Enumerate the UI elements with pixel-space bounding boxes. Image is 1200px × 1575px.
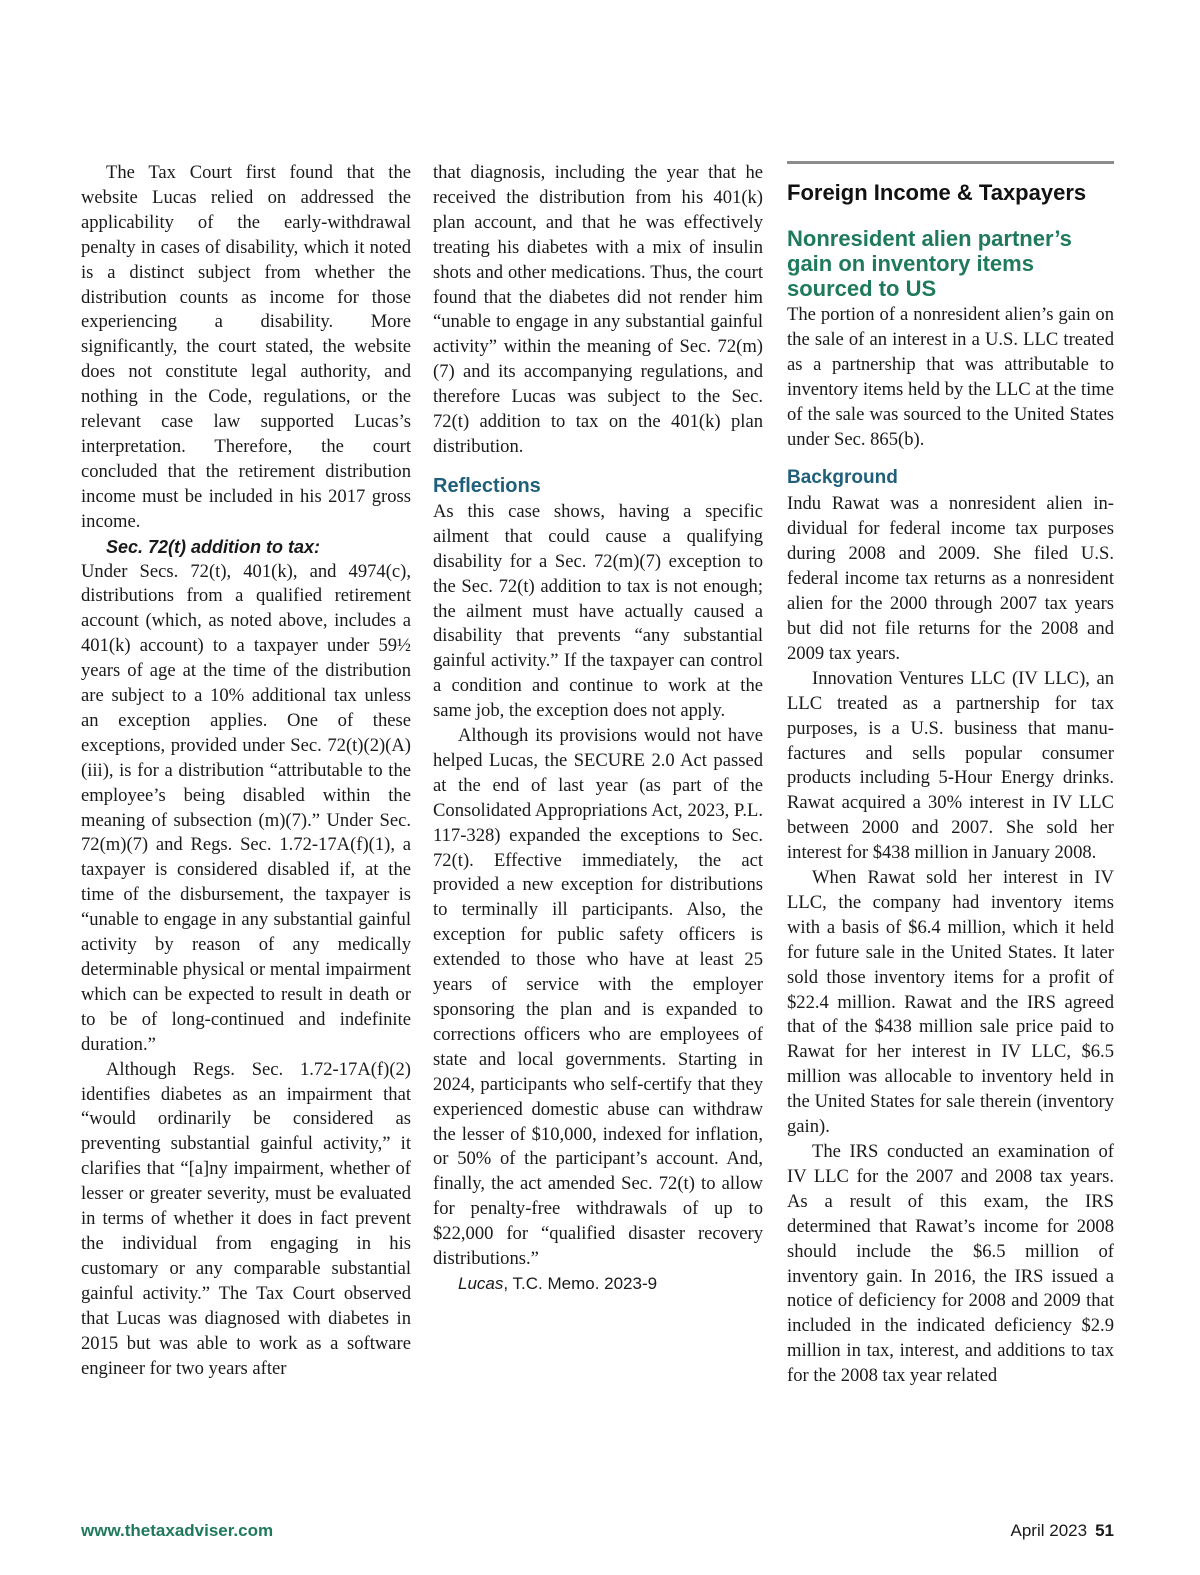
citation-reference: , T.C. Memo. 2023-9 [503,1273,658,1293]
body-paragraph: Innovation Ventures LLC (IV LLC), an LLC treated as a partnership for tax purposes, is a U.S. business that manufactures and sells popular consumer products including 5-Hour Energy drinks. Rawat acquired a 30% interest in IV LLC between 2000 and 2007. She sold her interest for $438 million in January 2008. [787,667,1114,864]
footer-issue-date: April 2023 [1010,1521,1088,1540]
column-2 [433,161,763,1297]
article-title: Nonresident alien partner’s gain on inventory items sourced to US [787,226,1072,301]
body-paragraph: The Tax Court first found that the website Lucas relied on addressed the applicability of the early-withdrawal penalty in cases of disability, which it noted is a distinct subject from whether the distribution counts as income for those experiencing a disability. More significantly, the court stated, the website does not constitute legal authority, and nothing in the Code, regulations, or the relevant case law supported Lucas’s interpretation. Therefore, the court concluded that the retirement distribution income must be included in his 2017 gross income. [81,162,411,532]
body-paragraph: When Rawat sold her interest in IV LLC, the company had inventory items with a basis of $6.4 million, which it held for future sale in the United States. It later sold those inventory items for a profit of $22.4 million. Rawat and the IRS agreed that of the $438 million sale price paid to Rawat for her interest in IV LLC, $6.5 million was allocable to inventory held in the United States for sale therein (inventory gain). [787,867,1114,1138]
section-heading-background: Background [787,467,898,489]
footer-issue-info [1011,1521,1114,1541]
body-paragraph: Indu Rawat was a nonresident alien individual for federal income tax purposes during 2008 and 2009. She filed U.S. federal income tax returns as a nonresident alien for the 2000 through 2007 tax years but did not file returns for the 2008 and 2009 tax years. [787,493,1114,664]
body-paragraph: The IRS conducted an examination of IV LLC for the 2007 and 2008 tax years. As a result of this exam, the IRS determined that Rawat’s income for 2008 should include the $6.5 million of inventory gain. In 2016, the IRS issued a notice of deficiency for 2008 and 2009 that included in the indicated deficiency $2.9 million in tax, interest, and additions to tax for the 2008 tax year related [787,1141,1114,1387]
body-paragraph: As this case shows, having a specific ailment that could cause a qualifying disability for a Sec. 72(m)(7) exception to the Sec. 72(t) addition to tax is not enough; the ailment must have actually caused a disability that prevents “any substantial gainful activity.” If the taxpayer can control a condition and continue to work at the same job, the exception does not apply. [433,500,763,722]
section-heading-reflections: Reflections [433,474,541,497]
footer-website-link[interactable]: www.thetaxadviser.com [81,1521,274,1540]
citation-case-name: Lucas [458,1273,504,1293]
body-paragraph: Under Secs. 72(t), 401(k), and 4974(c), distributions from a qualified retirement account (which, as noted above, includes a 401(k) account) to a taxpayer under 59½ years of age at the time of the distribution are subject to a 10% additional tax unless an exception applies. One of these exceptions, provided under Sec. 72(t)(2)(A)(iii), is for a distribution “attributable to the employee’s being disabled within the meaning of subsection (m)(7).” Under Sec. 72(m)(7) and Regs. Sec. 1.72-17A(f)(1), a taxpayer is considered disabled if, at the time of the disbursement, the taxpayer is “unable to engage in any substantial gainful activity by reason of any medically determinable physical or mental impairment which can be expected to result in death or to be of long-continued and indefinite duration.” [81,560,411,1055]
page-number: 51 [1095,1521,1114,1540]
column-1 [81,161,411,1381]
article-summary: The portion of a nonresident alien’s gain on the sale of an interest in a U.S. LLC treated as a partnership that was attributable to inventory items held by the LLC at the time of the sale was sourced to the United States under Sec. 865(b). [787,304,1114,450]
case-citation [458,1272,763,1297]
runin-heading: Sec. 72(t) addition to tax: [106,536,321,557]
column-3 [787,161,1114,1389]
body-paragraph: Although its provisions would not have helped Lucas, the SECURE 2.0 Act passed at the end of last year (as part of the Consolidated Appropriations Act, 2023, P.L. 117-328) expanded the exceptions to Sec. 72(t). Effective immediately, the act provided a new exception for distributions to terminally ill participants. Also, the exception for public safety officers is extended to those who have at least 25 years of service with the employer sponsoring the plan and is expanded to corrections officers who are employees of state and local governments. Starting in 2024, participants who self-certify that they experienced domestic abuse can withdraw the lesser of $10,000, indexed for inflation, or 50% of the participant’s account. And, finally, the act amended Sec. 72(t) to allow for penalty-free withdrawals of up to $22,000 for “qualified disaster recovery distributions.” [433,725,763,1270]
body-paragraph: Although Regs. Sec. 1.72-17A(f)(2) identifies diabetes as an impairment that “would ordinarily be considered as preventing substantial gainful activity,” it clarifies that “[a]ny impairment, whether of lesser or greater severity, must be evaluated in terms of whether it does in fact prevent the individual from engaging in his customary or any comparable substantial gainful activity.” The Tax Court observed that Lucas was diagnosed with diabetes in 2015 but was able to work as a software engineer for two years after [81,1058,411,1379]
body-paragraph: that diagnosis, including the year that he received the distribution from his 401(k) plan account, and that he was effectively treating his diabetes with a mix of insulin shots and other medications. Thus, the court found that the diabetes did not render him “unable to engage in any substantial gainful activity” within the meaning of Sec. 72(m)(7) and its accompanying regulations, and therefore Lucas was subject to the Sec. 72(t) addition to tax on the 401(k) plan distribution. [433,162,763,457]
department-heading: Foreign Income & Taxpayers [787,180,1087,205]
section-rule [787,161,1114,164]
